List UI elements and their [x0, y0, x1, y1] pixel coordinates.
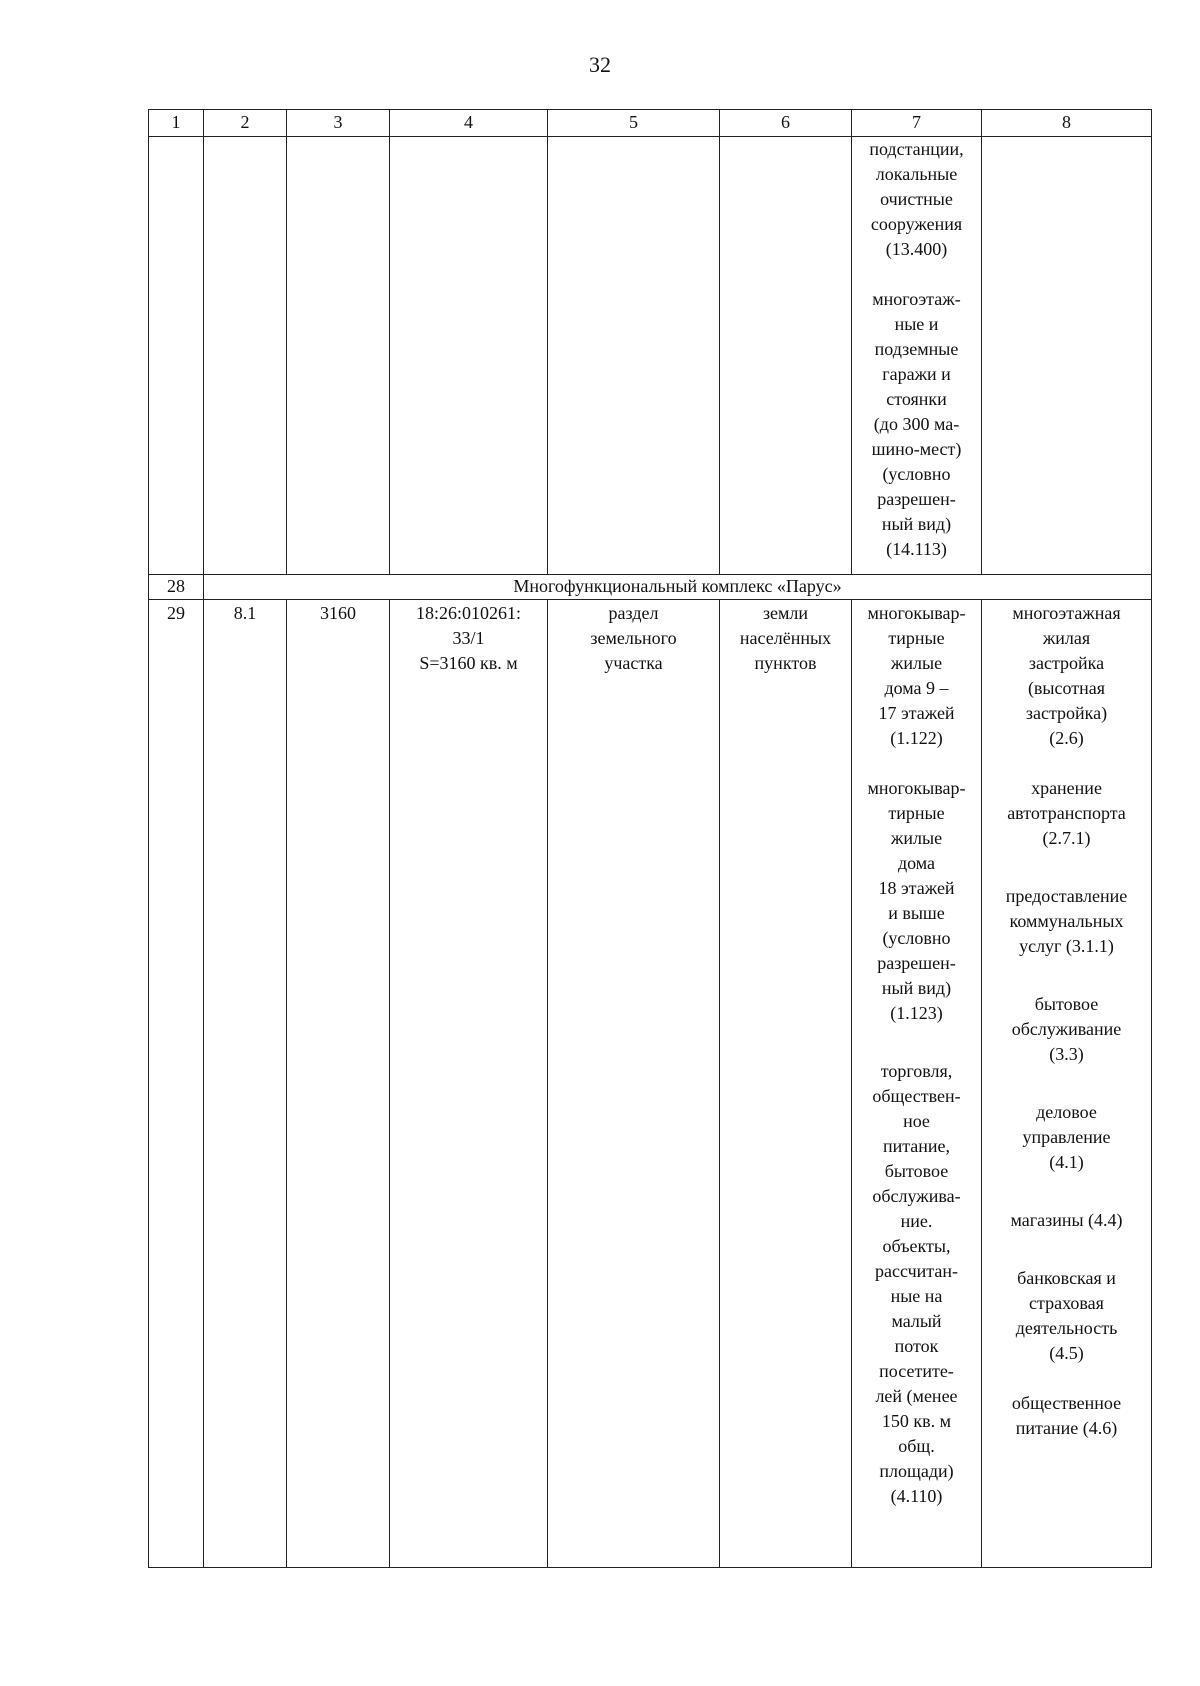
- table-row-continued: [149, 137, 1152, 575]
- classifier-use-item: деловое управление (4.1): [1022, 1102, 1111, 1172]
- land-plot-table: [148, 109, 1152, 1568]
- classifier-use-item: бытовое обслуживание (3.3): [1011, 994, 1122, 1064]
- permitted-use-cell: [852, 137, 982, 575]
- formation-method: раздел земельного участка: [548, 600, 720, 1568]
- permitted-use-cell: [852, 600, 982, 1568]
- classifier-use-item: общественное питание (4.6): [1011, 1393, 1122, 1438]
- table-cell: [548, 137, 720, 575]
- classifier-use-item: магазины (4.4): [1010, 1210, 1123, 1230]
- table-header-row: [149, 110, 1152, 137]
- table-cell: [982, 137, 1152, 575]
- classifier-use-item: хранение автотранспорта (2.7.1): [1007, 778, 1126, 848]
- header-cell: 1: [149, 110, 204, 137]
- permitted-use-item: многоэтаж- ные и подземные гаражи и стоянки (до 300 ма- шино-мест) (условно разрешен- ный вид) (14.113): [871, 289, 962, 559]
- classifier-use-cell: [982, 600, 1152, 1568]
- section-number: 28: [149, 575, 204, 600]
- permitted-use-item: подстанции, локальные очистные сооружения (13.400): [869, 139, 964, 259]
- table-cell: [204, 137, 287, 575]
- header-cell: 5: [548, 110, 720, 137]
- classifier-use-item: банковская и страховая деятельность (4.5): [1015, 1268, 1118, 1363]
- classifier-use-item: предоставление коммунальных услуг (3.1.1): [1005, 886, 1128, 956]
- table-cell: [149, 137, 204, 575]
- table-cell: [390, 137, 548, 575]
- section-row: [149, 575, 1152, 600]
- classifier-use-item: многоэтажная жилая застройка (высотная застройка) (2.6): [1012, 603, 1121, 748]
- header-cell: 6: [720, 110, 852, 137]
- header-cell: 4: [390, 110, 548, 137]
- header-cell: 8: [982, 110, 1152, 137]
- page-number: 32: [589, 52, 611, 77]
- permitted-use-item: многокывар- тирные жилые дома 9 – 17 этажей (1.122): [867, 603, 966, 748]
- row-number: 29: [149, 600, 204, 1568]
- permitted-use-item: торговля, обществен- ное питание, бытовое обслужива- ние. объекты, рассчитан- ные на малый поток посетите- лей (менее 150 кв. м общ. площади) (4.110): [872, 1061, 961, 1506]
- table-cell: [287, 137, 390, 575]
- table-cell: [720, 137, 852, 575]
- header-cell: 7: [852, 110, 982, 137]
- header-cell: 3: [287, 110, 390, 137]
- permitted-use-item: многокывар- тирные жилые дома 18 этажей и выше (условно разрешен- ный вид) (1.123): [867, 778, 966, 1023]
- table-row: [149, 600, 1152, 1568]
- plot-area: 3160: [287, 600, 390, 1568]
- header-cell: 2: [204, 110, 287, 137]
- cadastral-number: 18:26:010261: 33/1 S=3160 кв. м: [390, 600, 548, 1568]
- plot-number: 8.1: [204, 600, 287, 1568]
- section-title: Многофункциональный комплекс «Парус»: [204, 575, 1152, 600]
- land-category: земли населённых пунктов: [720, 600, 852, 1568]
